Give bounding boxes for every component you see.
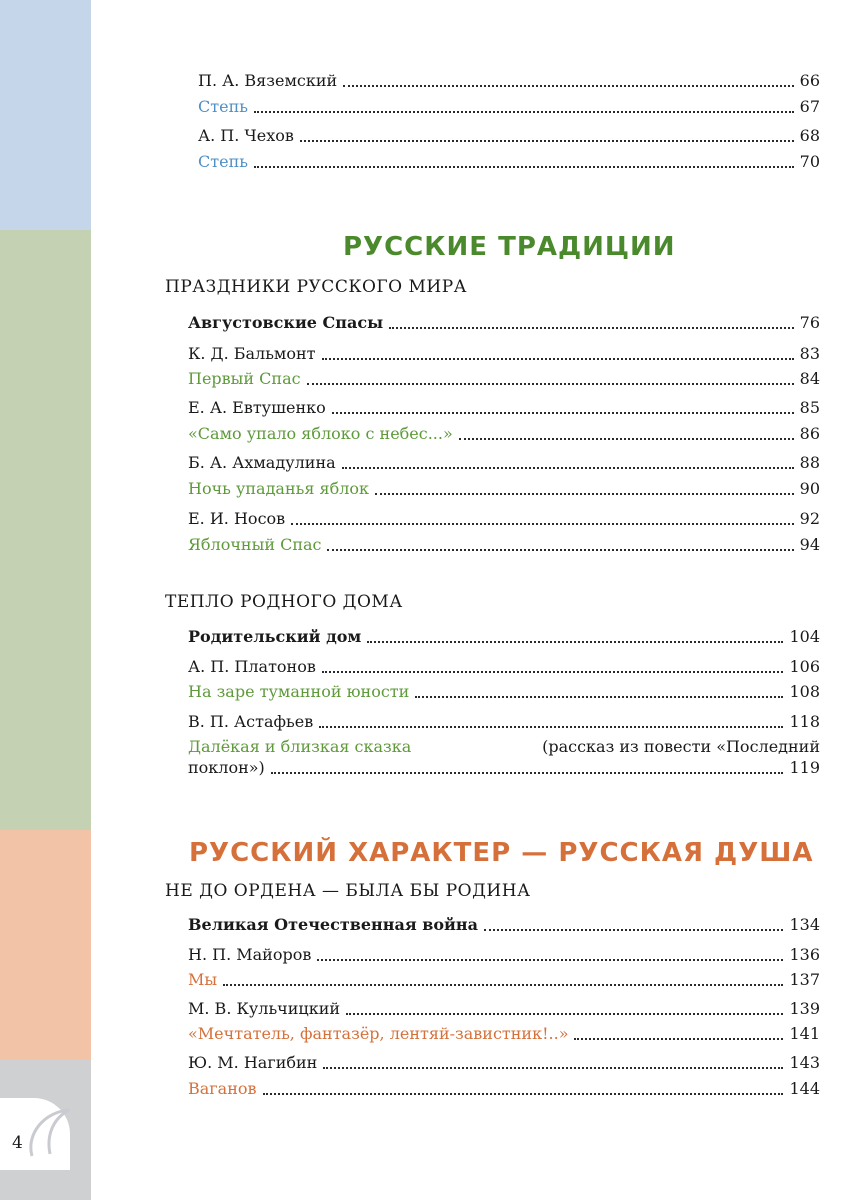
entry-page: 104 bbox=[789, 627, 820, 646]
entry-page: 70 bbox=[799, 152, 820, 171]
leader-dots bbox=[367, 641, 783, 643]
entry-title: А. П. Платонов bbox=[188, 657, 316, 676]
leader-dots bbox=[317, 959, 783, 961]
toc-entry[interactable] bbox=[188, 369, 820, 389]
toc-entry[interactable] bbox=[188, 1079, 820, 1099]
toc-entry[interactable] bbox=[188, 535, 820, 555]
leader-dots bbox=[300, 140, 794, 142]
toc-entry[interactable] bbox=[188, 479, 820, 499]
toc-entry[interactable] bbox=[188, 945, 820, 965]
toc-entry[interactable] bbox=[188, 1053, 820, 1073]
entry-title: «Мечтатель, фантазёр, лентяй-завистник!..» bbox=[188, 1024, 569, 1043]
section-title: РУССКИЕ ТРАДИЦИИ bbox=[343, 232, 676, 262]
entry-title: Степь bbox=[198, 97, 248, 116]
entry-page: 134 bbox=[789, 915, 820, 934]
entry-page: 137 bbox=[789, 970, 820, 989]
subsection-title: ПРАЗДНИКИ РУССКОГО МИРА bbox=[165, 277, 468, 297]
leader-dots bbox=[319, 726, 783, 728]
toc-entry[interactable] bbox=[188, 313, 820, 333]
leader-dots bbox=[389, 327, 793, 329]
entry-title: Ваганов bbox=[188, 1079, 257, 1098]
entry-page: 144 bbox=[789, 1079, 820, 1098]
entry-page: 68 bbox=[799, 126, 820, 145]
entry-page: 139 bbox=[789, 999, 820, 1018]
entry-title: Родительский дом bbox=[188, 627, 362, 646]
entry-line-1 bbox=[188, 736, 820, 757]
toc-entry[interactable] bbox=[188, 657, 820, 677]
entry-title: Ю. М. Нагибин bbox=[188, 1053, 318, 1072]
entry-title: Ночь упаданья яблок bbox=[188, 479, 370, 498]
entry-page: 86 bbox=[799, 424, 820, 443]
entry-title: Первый Спас bbox=[188, 369, 301, 388]
leader-dots bbox=[342, 467, 794, 469]
leader-dots bbox=[254, 111, 794, 113]
entry-page: 141 bbox=[789, 1024, 820, 1043]
leader-dots bbox=[254, 166, 794, 168]
toc-entry[interactable] bbox=[188, 424, 820, 444]
toc-entry[interactable] bbox=[188, 970, 820, 990]
entry-page: 76 bbox=[799, 313, 820, 332]
entry-title: Августовские Спасы bbox=[188, 313, 384, 332]
entry-title: Яблочный Спас bbox=[188, 535, 322, 554]
toc-entry-multiline[interactable] bbox=[188, 736, 820, 778]
entry-title: «Само упало яблоко с небес...» bbox=[188, 424, 453, 443]
entry-page: 90 bbox=[799, 479, 820, 498]
section-title: РУССКИЙ ХАРАКТЕР — РУССКАЯ ДУША bbox=[189, 838, 814, 868]
toc-entry[interactable] bbox=[188, 453, 820, 473]
leader-dots bbox=[332, 412, 794, 414]
leader-dots bbox=[459, 438, 794, 440]
entry-title: Е. И. Носов bbox=[188, 509, 286, 528]
toc-entry[interactable] bbox=[188, 344, 820, 364]
leader-dots bbox=[263, 1093, 784, 1095]
toc-entry[interactable] bbox=[198, 97, 820, 117]
entry-subtitle: (рассказ из повести «Последний bbox=[542, 737, 820, 756]
toc-entry[interactable] bbox=[188, 1024, 820, 1044]
leader-dots bbox=[343, 85, 793, 87]
leader-dots bbox=[271, 772, 784, 774]
entry-title: Степь bbox=[198, 152, 248, 171]
entry-title: Великая Отечественная война bbox=[188, 915, 478, 934]
entry-title: П. А. Вяземский bbox=[198, 71, 338, 90]
toc-entry[interactable] bbox=[198, 152, 820, 172]
toc-entry[interactable] bbox=[188, 712, 820, 732]
entry-title: Далёкая и близкая сказка bbox=[188, 737, 412, 756]
leader-dots bbox=[484, 929, 784, 931]
entry-page: 67 bbox=[799, 97, 820, 116]
entry-page: 84 bbox=[799, 369, 820, 388]
leader-dots bbox=[323, 1067, 783, 1069]
entry-title: Н. П. Майоров bbox=[188, 945, 312, 964]
entry-title: Мы bbox=[188, 970, 218, 989]
entry-page: 92 bbox=[799, 509, 820, 528]
entry-page: 118 bbox=[789, 712, 820, 731]
entry-page: 85 bbox=[799, 398, 820, 417]
entry-page: 83 bbox=[799, 344, 820, 363]
page-number: 4 bbox=[12, 1133, 23, 1153]
entry-title: А. П. Чехов bbox=[198, 126, 294, 145]
leader-dots bbox=[574, 1038, 783, 1040]
toc-entry[interactable] bbox=[188, 398, 820, 418]
entry-page: 94 bbox=[799, 535, 820, 554]
subsection-title: ТЕПЛО РОДНОГО ДОМА bbox=[165, 592, 403, 612]
entry-title: В. П. Астафьев bbox=[188, 712, 314, 731]
entry-page: 143 bbox=[789, 1053, 820, 1072]
leader-dots bbox=[322, 358, 794, 360]
entry-page: 119 bbox=[789, 758, 820, 777]
toc-entry[interactable] bbox=[198, 71, 820, 91]
toc-entry[interactable] bbox=[188, 509, 820, 529]
leader-dots bbox=[291, 523, 793, 525]
toc-entry[interactable] bbox=[188, 682, 820, 702]
leader-dots bbox=[307, 383, 794, 385]
entry-title: М. В. Кульчицкий bbox=[188, 999, 341, 1018]
entry-page: 136 bbox=[789, 945, 820, 964]
entry-page: 108 bbox=[789, 682, 820, 701]
toc-entry[interactable] bbox=[188, 999, 820, 1019]
entry-title: К. Д. Бальмонт bbox=[188, 344, 316, 363]
toc-entry[interactable] bbox=[188, 627, 820, 647]
entry-line-2 bbox=[188, 757, 820, 778]
entry-title: Б. А. Ахмадулина bbox=[188, 453, 336, 472]
leader-dots bbox=[346, 1013, 783, 1015]
leader-dots bbox=[322, 671, 784, 673]
leader-dots bbox=[415, 696, 783, 698]
entry-page: 88 bbox=[799, 453, 820, 472]
entry-page: 106 bbox=[789, 657, 820, 676]
leader-dots bbox=[223, 984, 783, 986]
leader-dots bbox=[327, 549, 793, 551]
entry-subtitle-cont: поклон») bbox=[188, 758, 265, 777]
entry-title: Е. А. Евтушенко bbox=[188, 398, 326, 417]
subsection-title: НЕ ДО ОРДЕНА — БЫЛА БЫ РОДИНА bbox=[165, 881, 531, 901]
leader-dots bbox=[375, 493, 794, 495]
toc-entry[interactable] bbox=[188, 915, 820, 935]
entry-title: На заре туманной юности bbox=[188, 682, 410, 701]
toc-entry[interactable] bbox=[198, 126, 820, 146]
entry-page: 66 bbox=[799, 71, 820, 90]
